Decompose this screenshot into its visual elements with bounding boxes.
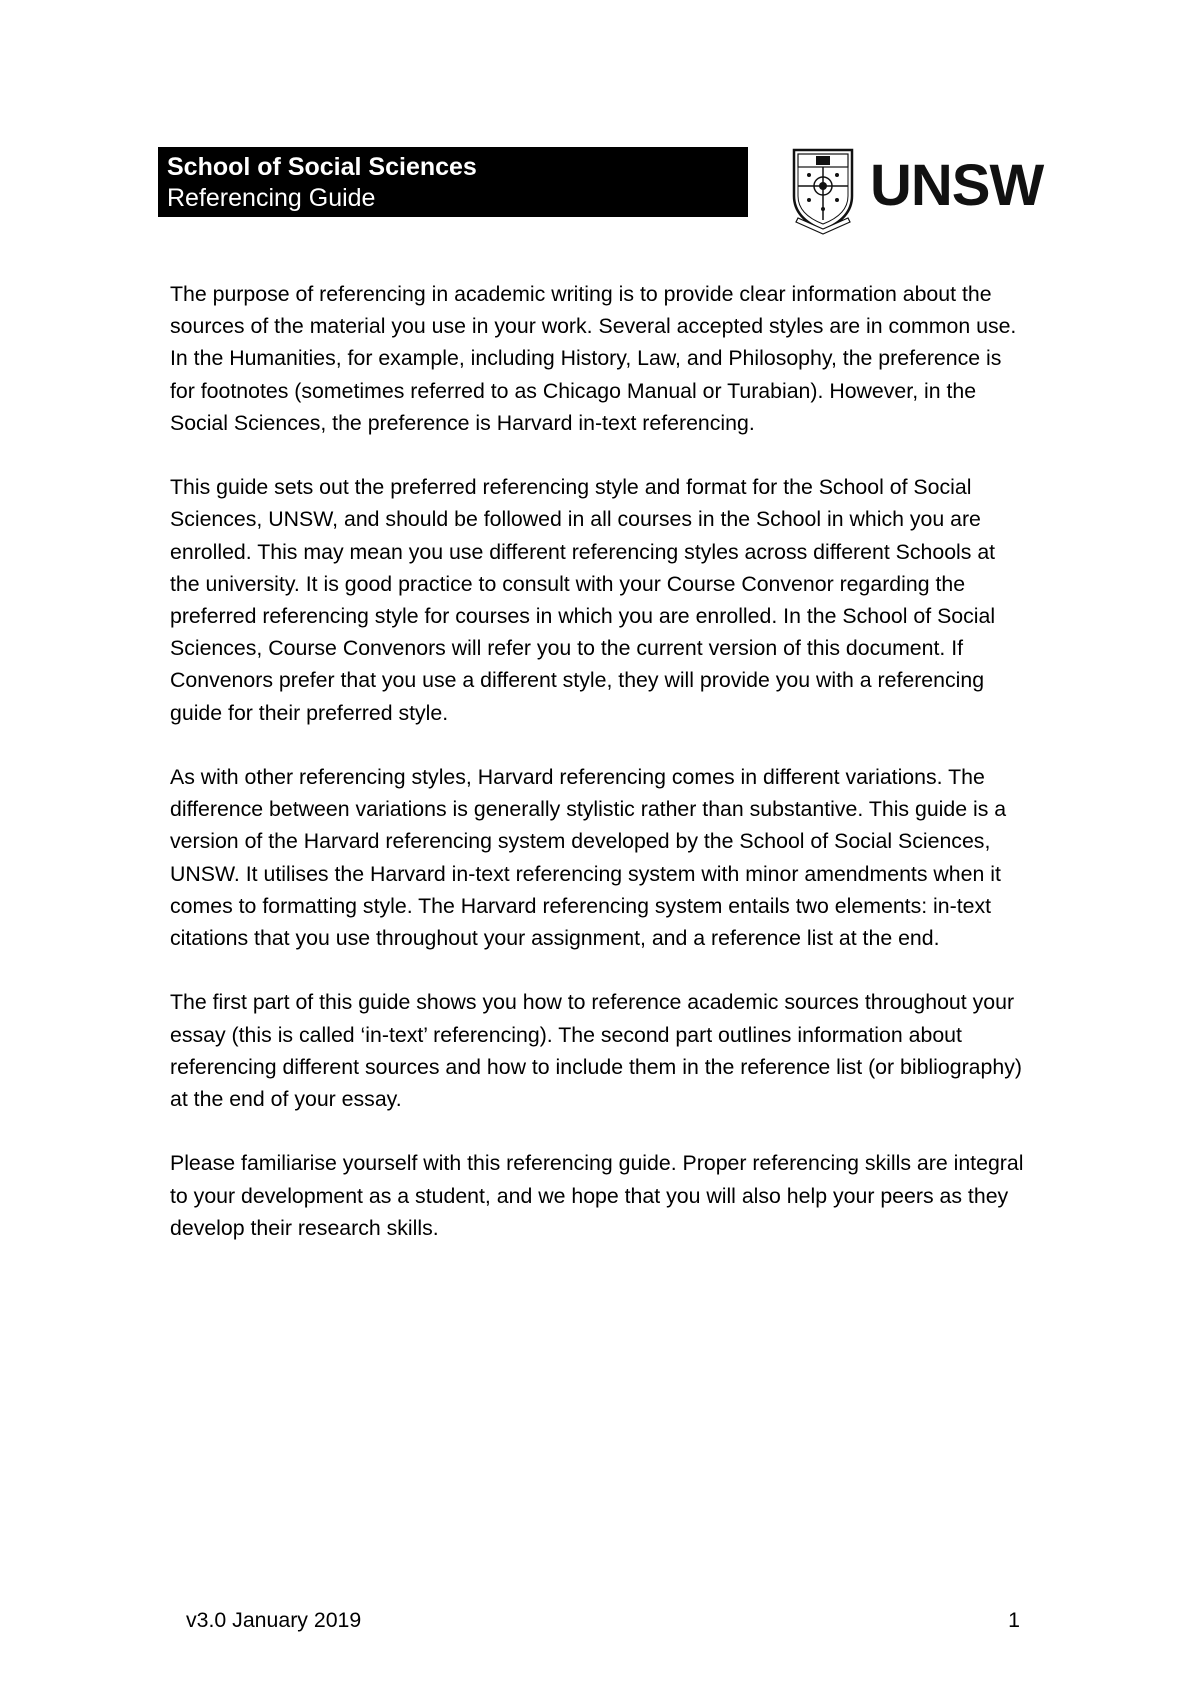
unsw-logo (790, 146, 1070, 236)
title-block (158, 147, 748, 217)
paragraph-guide-structure: The first part of this guide shows you how to reference academic sources throughout your essay (this is called ‘in-text’ referencing). The second part outlines information about referencing different sources and how to include them in the reference list (or bibliography) at the end of your essay. (170, 990, 1022, 1112)
paragraph-guide-scope: This guide sets out the preferred referencing style and format for the School of Social Sciences, UNSW, and should be followed in all courses in the School in which you are enrolled. This may mean you use different referencing styles across different Schools at the university. It is good practice to consult with your Course Convenor regarding the preferred referencing style for courses in which you are enrolled. In the School of Social Sciences, Course Convenors will refer you to the current version of this document. If Convenors prefer that you use a different style, they will provide you with a referencing guide for their preferred style. (170, 475, 996, 725)
unsw-crest-icon (790, 146, 856, 236)
body-text (170, 278, 1030, 1276)
paragraph-familiarise: Please familiarise yourself with this referencing guide. Proper referencing skills are integral to your development as a student, and we hope that you will also help your peers as they develop their research skills. (170, 1151, 1024, 1240)
version-label: v3.0 January 2019 (186, 1608, 362, 1632)
page-number: 1 (1008, 1608, 1020, 1632)
unsw-wordmark: UNSW (870, 153, 1044, 218)
paragraph-purpose: The purpose of referencing in academic writing is to provide clear information about the sources of the material you use in your work. Several accepted styles are in common use. In the Humanities, for example, including History, Law, and Philosophy, the preference is for footnotes (sometimes referred to as Chicago Manual or Turabian). However, in the Social Sciences, the preference is Harvard in-text referencing. (170, 282, 1017, 435)
school-name: School of Social Sciences (167, 153, 477, 181)
paragraph-harvard-variations: As with other referencing styles, Harvard referencing comes in different variations. The difference between variations is generally stylistic rather than substantive. This guide is a version of the Harvard referencing system developed by the School of Social Sciences, UNSW. It utilises the Harvard in-text referencing system with minor amendments when it comes to formatting style. The Harvard referencing system entails two elements: in-text citations that you use throughout your assignment, and a reference list at the end. (170, 765, 1007, 951)
document-title: Referencing Guide (167, 184, 376, 212)
